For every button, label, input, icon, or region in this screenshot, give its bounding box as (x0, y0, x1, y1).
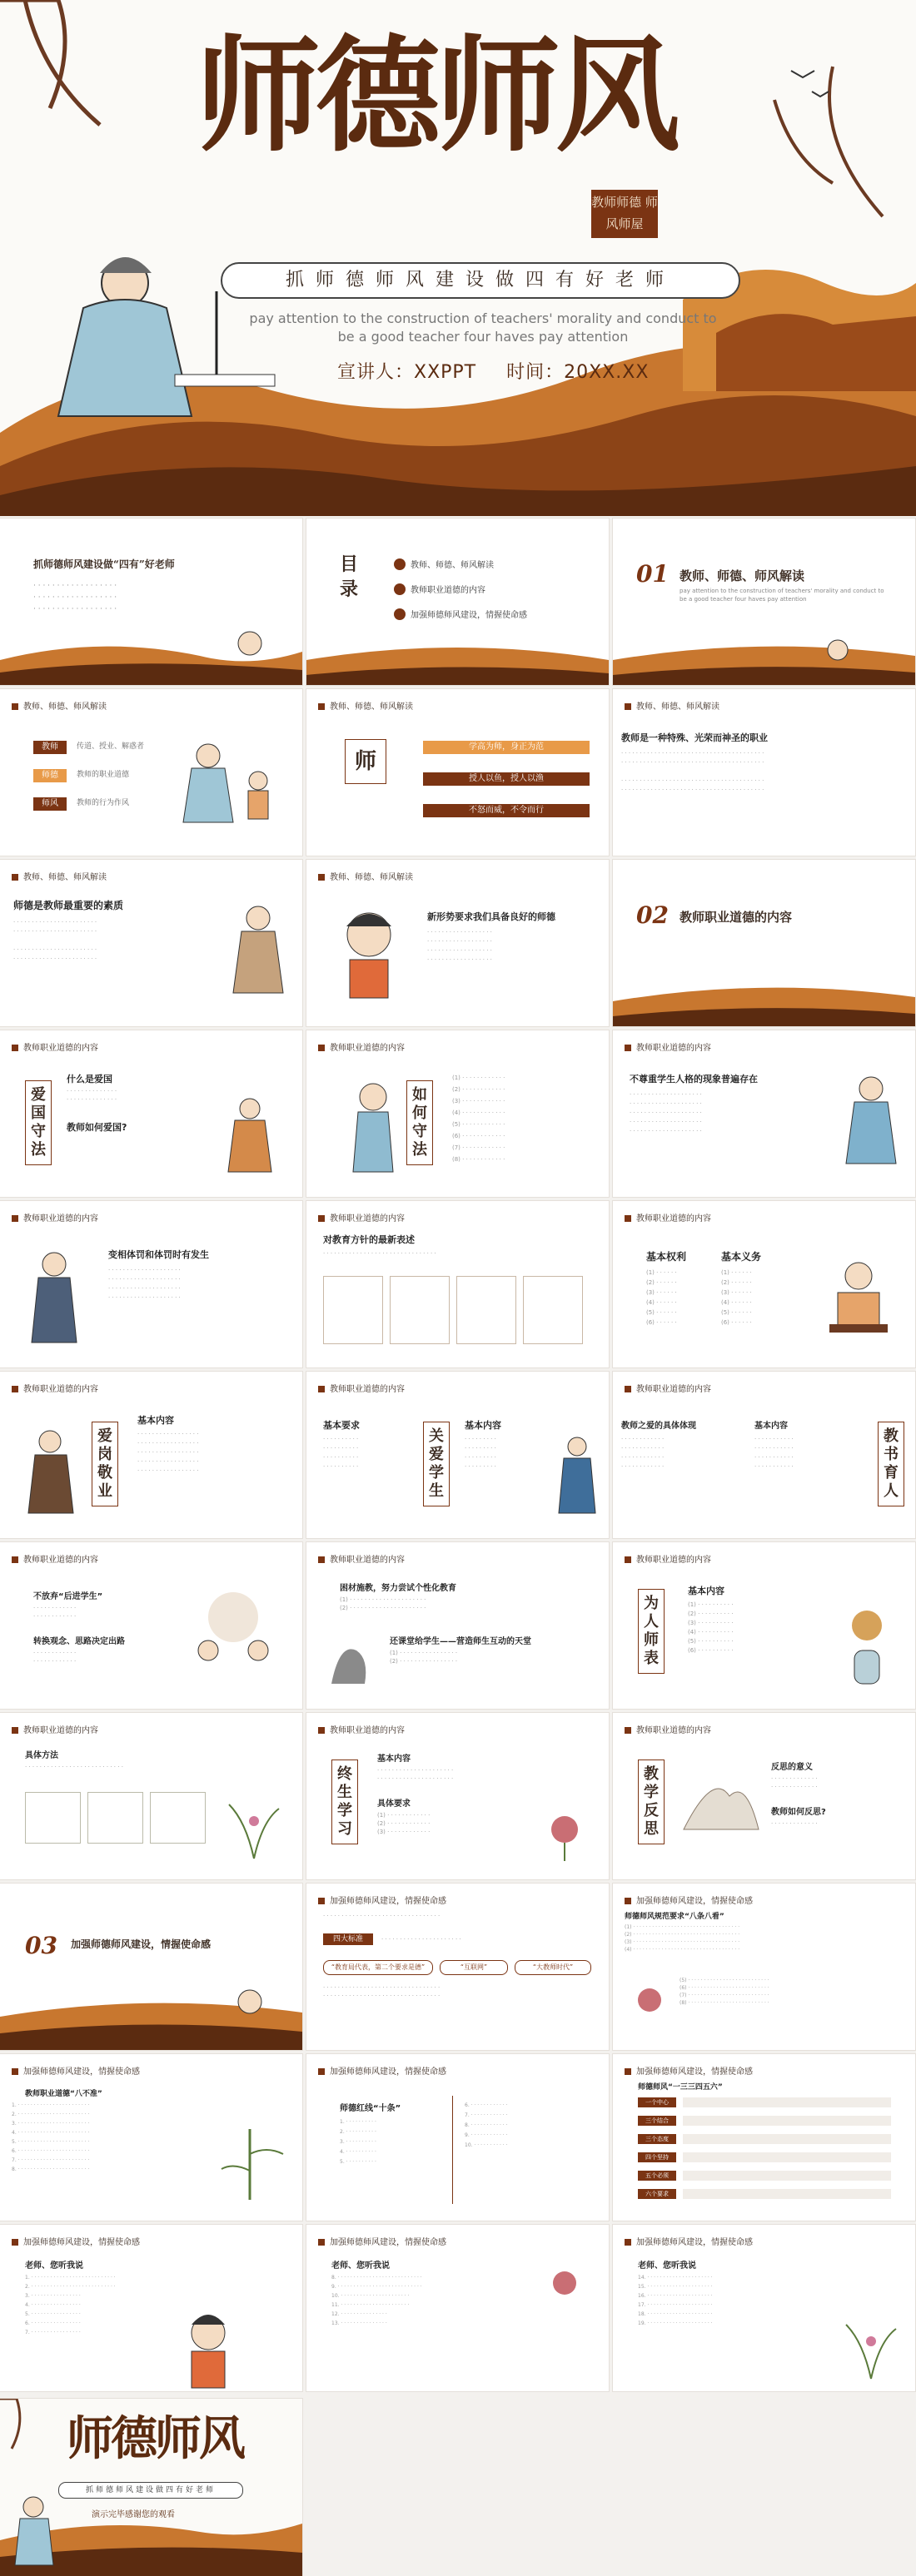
slide-header: 加强师德师风建设，情握使命感 (12, 2064, 140, 2077)
mountain-illustration (680, 1763, 763, 1838)
row-label-6: 六个要求 (638, 2189, 676, 2199)
slide-title: 具体方法 (25, 1751, 58, 1760)
slide-1[interactable] (0, 519, 302, 685)
slide-header: 教师职业道德的内容 (318, 1040, 405, 1053)
slide-header: 教师职业道德的内容 (12, 1382, 98, 1394)
student-illustration (813, 1251, 904, 1343)
slide-11[interactable] (306, 1030, 609, 1197)
row-label-3: 三个态度 (638, 2134, 676, 2144)
scholar-illustration (17, 1422, 92, 1521)
slide-title: 老师、您听我说 (331, 2261, 390, 2271)
slide-text: · · · · · · · · · · · · · · · · · · · · · · · · · · · · · · · · · · · · · · · · · · · · · · · · · · · · · · · · · · · · · · · · · · · · · · · · · · · · · · · · · · · · · · · · · · · · · · · · · · · · · · · · · · · · · · · · · · · · · · · · · · · · · · · · · · · · · · · · · · · · · · · · · · · · · · · · · · · · (621, 750, 764, 793)
slide-header: 教师职业道德的内容 (625, 1040, 711, 1053)
slide-text: (1) · · · · · · · · · · (2) · · · · · · · · · · (3) · · · · · · · · · · (4) · · · · · · · · · · (5) · · · · · · · · · · (6) · · · · · · · · · · (688, 1601, 734, 1654)
card-2 (390, 1276, 450, 1344)
subtitle-2: 具体要求 (377, 1799, 411, 1809)
slide-list: 1. · · · · · · · · · · · · · · · · · · · · · · · 2. · · · · · · · · · · · · · · · · · · · · · · · 3. · · · · · · · · · · · · · · · · · · · · · · · 4. · · · · · · · · · · · · · · · · · · · · · · · 5. · · · · · · · · · · · · · · · · · · · · · · · 6. · · · · · · · · · · · · · · · · · · · · · · · 7. · · · · · · · · · · · · · · · · · · · · · · · 8. · · · · · · · · · · · · · · · · · · · · · · · (12, 2102, 90, 2172)
text-2: (1) · · · · · · · · · · · · · · · · (2) · · · · · · · · · · · · · · · · (390, 1650, 458, 1665)
orchid-illustration (221, 1788, 287, 1863)
teacher-illustration (208, 1089, 291, 1180)
vertical-title: 关爱学生 (423, 1422, 450, 1506)
text-1: · · · · · · · · · · · · · · · · · · · · · · · · · · (771, 1775, 818, 1790)
slide-6[interactable] (613, 689, 915, 856)
teacher-illustration (821, 1064, 913, 1172)
slide-text: · · · · · · · · · · · · · · · · · · · · · · · · · · · · (67, 1088, 117, 1103)
text-1: · · · · · · · · · · · · · · · · · · · · · · · · · · · · · · · · · · · · · · · · · · (377, 1767, 454, 1782)
slide-text-2: (5) · · · · · · · · · · · · · · · · · · · · · · · · · · (6) · · · · · · · · · · · · · · · · · · · · · · · · · · (7) · · · · · · · · · · · · · · · · · · · · · · · · · · (8) · · · · · · · · · · · · · · · · · · · · · · · · · · (680, 1978, 769, 2006)
card-1 (323, 1276, 383, 1344)
slide-5[interactable] (306, 689, 609, 856)
slide-25[interactable] (0, 1884, 302, 2050)
list-left: 1. · · · · · · · · · · 2. · · · · · · · · · · 3. · · · · · · · · · · 4. · · · · · · · · · · 5. · · · · · · · · · · (340, 2119, 376, 2165)
final-thanks: 演示完毕感谢您的观看 (92, 2510, 175, 2519)
card-3 (150, 1792, 206, 1844)
slide-title: 抓师德师风建设做“四有”好老师 (33, 558, 175, 570)
slide-header: 教师职业道德的内容 (12, 1211, 98, 1223)
slide-list: (1) · · · · · · · · · · · · (2) · · · · · · · · · · · · (3) · · · · · · · · · · · · (4) · · · · · · · · · · · · (5) · · · · · · · · · · · · (6) · · · · · · · · · · · · (7) · · · · · · · · · · · · (8) · · · · · · · · · · · · (452, 1075, 505, 1163)
slide-header: 教师职业道德的内容 (625, 1552, 711, 1565)
slide-header: 教师职业道德的内容 (12, 1040, 98, 1053)
slide-22[interactable] (0, 1713, 302, 1879)
final-slide[interactable] (0, 2399, 302, 2576)
toc-title: 目录 (340, 553, 359, 600)
toc-list (394, 553, 527, 628)
slide-list: 8. · · · · · · · · · · · · · · · · · · · · · · · · · · · 9. · · · · · · · · · · · · · · · · · · · · · · · · · · · 10. · · · · · · · · · · · · · · · · · · · · · · 11. · · · · · · · · · · · · · · · · · · · · · · 12. · · · · · · · · · · · · · · · 13. · · · · · · · · · · · · · · · (331, 2275, 422, 2326)
slide-text: · · · · · · · · · · · · · · · · · · · · · · · · · · · · · · · · · · · · · · · · · · · · · · · · · · · · · · · · · · · · · · · · · · · · · · · · · · · · · · · · (108, 1267, 181, 1301)
slide-list: 1. · · · · · · · · · · · · · · · · · · · · · · · · · · · 2. · · · · · · · · · · · · · · · · · · · · · · · · · · · 3. · · · · · · · · · · · · · · · · 4. · · · · · · · · · · · · · · · · 5. · · · · · · · · · · · · · · · · 6. · · · · · · · · · · · · · · · · 7. · · · · · · · · · · · · · · · · (25, 2275, 116, 2335)
slide-27[interactable] (613, 1884, 915, 2050)
slide-title: 教师是一种特殊、光荣而神圣的职业 (621, 732, 768, 743)
standards-text: · · · · · · · · · · · · · · · · · · · · · · (381, 1936, 461, 1943)
flower-illustration (531, 2258, 598, 2308)
slide-4[interactable] (0, 689, 302, 856)
card-3 (456, 1276, 516, 1344)
row-3: 不怒而威，不令而行 (423, 804, 590, 817)
slide-30[interactable] (613, 2054, 915, 2221)
duties-list: (1) · · · · · · (2) · · · · · · (3) · · · · · · (4) · · · · · · (5) · · · · · · (6) · · · · · · (721, 1269, 752, 1326)
bamboo-illustration (217, 2121, 291, 2204)
girl-illustration (340, 1072, 406, 1180)
teacher-illustration (208, 893, 300, 1001)
slide-text: · · · · · · · · · · · · · · · · · · · · · · · · · · · · · · · · · · · · · · · · · · · · · · · · · · · · · · (33, 582, 117, 613)
hero-title: 师德师风 (196, 22, 676, 169)
vertical-title: 教书育人 (878, 1422, 904, 1506)
slide-20[interactable] (306, 1542, 609, 1709)
card-1 (25, 1792, 81, 1844)
title-slide (0, 0, 916, 516)
flower-illustration (531, 1804, 598, 1863)
final-subtitle: 抓师德师风建设做四有好老师 (58, 2482, 243, 2499)
wave-illustration (0, 1983, 302, 2050)
text-2: · · · · · · · · · · · · · (771, 1820, 818, 1827)
slide-header: 加强师德师风建设，情握使命感 (12, 2235, 140, 2247)
slide-header: 加强师德师风建设，情握使命感 (318, 2064, 446, 2077)
slide-text: · · · · · · · · · · · · · · · · · · · · · · · · · · · · · · · · · · · · · · · · · · · · · · · · · · · · · · · · · · · · · · · · · · · · · · · · · · · · · · · · · · · · · · · · · · · · · · · · · · · · (630, 1091, 702, 1134)
slide-header: 加强师德师风建设，情握使命感 (625, 2064, 753, 2077)
row-label-2: 三个结合 (638, 2116, 676, 2126)
slide-list: 14. · · · · · · · · · · · · · · · · · · · · · 15. · · · · · · · · · · · · · · · · · · · · · 16. · · · · · · · · · · · · · · · · · · · · · 17. · · · · · · · · · · · · · · · · · · · · · 18. · · · · · · · · · · · · · · · · · · · · · 19. · · · · · · · · · · · · · · · · · · · · · (638, 2275, 713, 2326)
slide-header: 教师、师德、师风解读 (12, 870, 107, 882)
slide-title: 老师、您听我说 (638, 2261, 696, 2271)
slide-title: 教师职业道德“八不准” (25, 2090, 102, 2098)
pill-1: “教育局代表，第二个要求是德” (323, 1960, 433, 1975)
label-teacher: 教师 (33, 741, 67, 754)
divider (452, 2096, 453, 2204)
slide-header: 教师职业道德的内容 (318, 1382, 405, 1394)
slide-12[interactable] (613, 1030, 915, 1197)
slide-header: 教师、师德、师风解读 (625, 699, 719, 712)
row-label-5: 五个必须 (638, 2171, 676, 2181)
slide-16[interactable] (0, 1372, 302, 1538)
section-number: 01 (636, 560, 669, 588)
flower-vase-illustration (829, 1601, 904, 1692)
teacher-illustration (552, 1430, 602, 1521)
vertical-title: 爱国守法 (25, 1080, 52, 1165)
content-text: · · · · · · · · · · · · · · · · · · · · · · · · · · · · · · · · · · · · (465, 1436, 496, 1470)
row-label-4: 四个坚持 (638, 2152, 676, 2162)
slide-header: 教师职业道德的内容 (318, 1723, 405, 1735)
slide-text: · · · · · · · · · · · · · · · · · · · · · · · · · · · · · · · · · · · · · · · · · · · · · · · · · · · · · · · · · · · · · · · · · · · · · · · · · · · · · · · · · · · · · (137, 1431, 199, 1474)
slide-header: 教师职业道德的内容 (12, 1552, 98, 1565)
slide-text: · · · · · · · · · · · · · · · · · · · · · · · · · · · · · · · · · · · · · · · · · · · · · · · · · · · · · · · · · · · · · · · · · · · · · · · · (427, 929, 492, 963)
hero-subtitle: 抓师德师风建设做四有好老师 (221, 262, 740, 299)
slide-32[interactable] (306, 2225, 609, 2391)
slide-9[interactable] (613, 860, 915, 1026)
slide-10[interactable] (0, 1030, 302, 1197)
subtitle-1: 困材施教，努力尝试个性化教育 (340, 1584, 456, 1593)
slide-text: · · · · · · · · · · · · · · · · · · · · · · · · · · · (25, 1764, 123, 1770)
question-1: 什么是爱国 (67, 1074, 112, 1085)
requirement-text: · · · · · · · · · · · · · · · · · · · · · · · · · · · · · · · · · · · · · · · · (323, 1436, 359, 1470)
subtitle-1: 基本内容 (377, 1755, 411, 1764)
card-4 (523, 1276, 583, 1344)
section-number: 02 (636, 901, 669, 929)
slide-33[interactable] (613, 2225, 915, 2391)
speaker-label: 宣讲人：XXPPT (337, 362, 477, 383)
standards-tag: 四大标准 (323, 1933, 373, 1945)
subtitle-2: 教师如何反思? (771, 1808, 826, 1817)
slide-title: 师德是教师最重要的素质 (13, 900, 124, 911)
slide-title: 新形势要求我们具备良好的师德 (427, 911, 555, 922)
slide-19[interactable] (0, 1542, 302, 1709)
slide-title: 对教育方针的最新表述 (323, 1234, 415, 1245)
slide-28[interactable] (0, 2054, 302, 2221)
section-english: pay attention to the construction of teachers' morality and conduct to be a good teacher four haves pay attention (680, 588, 884, 603)
slide-header: 教师、师德、师风解读 (318, 870, 413, 882)
teacher-student-illustration (175, 731, 291, 831)
slide-header: 加强师德师风建设，情握使命感 (318, 2235, 446, 2247)
slide-23[interactable] (306, 1713, 609, 1879)
row-2: 授人以鱼，授人以渔 (423, 772, 590, 786)
slide-header: 教师职业道德的内容 (625, 1382, 711, 1394)
slide-header: 加强师德师风建设，情握使命感 (625, 2235, 753, 2247)
child-illustration (167, 2308, 250, 2391)
slide-21[interactable] (613, 1542, 915, 1709)
hero-english-text: pay attention to the construction of teachers' morality and conduct to be a good teacher four haves pay attention (249, 310, 717, 345)
slide-26[interactable] (306, 1884, 609, 2050)
slide-text: · · · · · · · · · · · · · · · · · · · · · · · · · · · · · · · · · · · · · · · · · · · · · · · · (621, 1436, 665, 1470)
slide-header: 教师、师德、师风解读 (12, 699, 107, 712)
slide-title: 师德师风规范要求“八条八看” (625, 1913, 724, 1921)
slide-14[interactable] (306, 1201, 609, 1367)
vertical-title: 终生学习 (331, 1760, 358, 1844)
slide-title: 师德红线“十条” (340, 2104, 401, 2113)
char-box: 师 (345, 739, 386, 784)
slide-8[interactable] (306, 860, 609, 1026)
vertical-title: 为人师表 (638, 1589, 665, 1674)
slide-31[interactable] (0, 2225, 302, 2391)
subtitle-2: 转换观念、思路决定出路 (33, 1637, 125, 1646)
slide-13[interactable] (0, 1201, 302, 1367)
flower-illustration (625, 1975, 675, 2033)
pill-3: “大教师时代” (515, 1960, 591, 1975)
slide-title: 基本内容 (688, 1586, 724, 1596)
row-1: 学高为师，身正为范 (423, 741, 590, 754)
slide-text: · · · · · · · · · · · · · · · · · · · · · · · · · · · · · · · (323, 1250, 436, 1257)
rights-title: 基本权利 (646, 1251, 687, 1263)
hero-seal: 教师师德 师风师屋 (591, 190, 658, 238)
slide-7[interactable] (0, 860, 302, 1026)
slide-text: · · · · · · · · · · · · · · · · · · · · · · · · · · · · · · · · · · · · · · · · · · · · · · · · · · · · · · · · · · · · · · · · · · · · · · · · · · · · · · · · · · · · · · · · · · · · (13, 919, 97, 962)
hero-meta (337, 358, 672, 384)
rock-illustration (323, 1634, 373, 1692)
text-2: (1) · · · · · · · · · · · · (2) · · · · · · · · · · · · (3) · · · · · · · · · · · · (377, 1812, 431, 1835)
vertical-title: 教学反思 (638, 1760, 665, 1844)
slide-15[interactable] (613, 1201, 915, 1367)
slide-header: 教师职业道德的内容 (625, 1211, 711, 1223)
slide-header: 教师职业道德的内容 (318, 1211, 405, 1223)
wave-illustration (613, 968, 915, 1026)
card-2 (87, 1792, 143, 1844)
slide-17[interactable] (306, 1372, 609, 1538)
subtitle-2: 还课堂给学生——营造师生互动的天堂 (390, 1637, 531, 1646)
content-text: · · · · · · · · · · · · · · · · · · · · · · · · · · · · · · · · · · · · · · · · · · · · (754, 1436, 794, 1470)
slide-header: 加强师德师风建设，情握使命感 (318, 1894, 446, 1906)
child-illustration (323, 901, 415, 1010)
rights-list: (1) · · · · · · (2) · · · · · · (3) · · · · · · (4) · · · · · · (5) · · · · · · (6) · · · · · · (646, 1269, 677, 1326)
slide-header: 教师职业道德的内容 (318, 1552, 405, 1565)
question-2: 教师如何爱国? (67, 1122, 127, 1133)
slide-header: 教师、师德、师风解读 (318, 699, 413, 712)
slide-text-2: · · · · · · · · · · · · · · · · · · · · · · · · · · · · · · · · · · · · · · · · · · · · · · · · · · · · · · · · · · · · · · · · (323, 1984, 441, 1999)
teacher-illustration (17, 1243, 92, 1351)
final-title: 师德师风 (67, 2411, 243, 2466)
slide-text: (1) · · · · · · · · · · · · · · · · · · · · · · · · · · · · · · · · · · (2) · · · · · · · · · · · · · · · · · · · · · · · · · · · · · · · · · · (3) · · · · · · · · · · · · · · · · · · · · · · · · · · · · · · · · · · (4) · · · · · · · · · · · · · · · · · · · · · · · · · · · · · · · · · · (625, 1924, 740, 1953)
content-title: 基本内容 (754, 1422, 788, 1431)
row-content-bars (683, 2097, 891, 2199)
toc-item-2[interactable]: 教师职业道德的内容 (411, 586, 485, 595)
slide-text: · · · · · · · · · · · · · · · · · · · · · · · · · · · · · · · · (323, 1913, 441, 1919)
section-title: 教师、师德、师风解读 (680, 568, 805, 583)
label-morality: 师德 (33, 769, 67, 782)
requirement-title: 基本要求 (323, 1420, 360, 1431)
label-teacher-text: 传道、授业、解惑者 (77, 742, 145, 751)
slide-header: 教师职业道德的内容 (625, 1723, 711, 1735)
label-style-text: 教师的行为作风 (77, 799, 130, 807)
slide-title: 老师、您听我说 (25, 2261, 83, 2271)
slide-header: 教师职业道德的内容 (12, 1723, 98, 1735)
vertical-title: 爱岗敬业 (92, 1422, 118, 1506)
content-title: 基本内容 (465, 1420, 501, 1431)
subtitle-1: 不放弃“后进学生” (33, 1592, 103, 1601)
slide-header: 加强师德师风建设，情握使命感 (625, 1894, 753, 1906)
toc-item-3[interactable]: 加强师德师风建设，情握使命感 (411, 611, 527, 620)
row-label-1: 一个中心 (638, 2097, 676, 2107)
label-style: 师风 (33, 797, 67, 811)
toc-item-1[interactable]: 教师、师德、师风解读 (411, 561, 494, 570)
wave-illustration (0, 618, 302, 685)
slide-title: 师德师风“一三三四五六” (638, 2083, 723, 2092)
pill-2: “互联网” (440, 1960, 508, 1975)
slide-18[interactable] (613, 1372, 915, 1538)
slide-title: 变相体罚和体罚时有发生 (108, 1249, 209, 1260)
list-right: 6. · · · · · · · · · · · · 7. · · · · · · · · · · · · 8. · · · · · · · · · · · · 9. · · · · · · · · · · · · 10. · · · · · · · · · · · (465, 2102, 508, 2148)
section-title: 教师职业道德的内容 (680, 910, 793, 925)
slide-title: 基本内容 (137, 1415, 174, 1426)
wave-illustration (613, 627, 915, 685)
slide-3[interactable] (613, 519, 915, 685)
slide-29[interactable] (306, 2054, 609, 2221)
section-number: 03 (25, 1932, 57, 1959)
wave-illustration (306, 635, 609, 685)
slide-2[interactable] (306, 519, 609, 685)
subtitle-1: 反思的意义 (771, 1763, 813, 1772)
label-morality-text: 教师的职业道德 (77, 771, 130, 779)
orchid-illustration (838, 2300, 904, 2383)
text-1: · · · · · · · · · · · · · · · · · · · · · · · · (33, 1605, 77, 1620)
slide-title: 不尊重学生人格的现象普遍存在 (630, 1074, 758, 1085)
classroom-illustration (175, 1584, 291, 1692)
vertical-title: 如何守法 (406, 1080, 433, 1165)
slide-24[interactable] (613, 1713, 915, 1879)
duties-title: 基本义务 (721, 1251, 762, 1263)
text-2: · · · · · · · · · · · · · · · · · · · · · · · · (33, 1650, 77, 1665)
time-label: 时间：20XX.XX (506, 362, 650, 383)
slide-title: 教师之爱的具体体现 (621, 1422, 696, 1431)
text-1: (1) · · · · · · · · · · · · · · · · · · · · · (2) · · · · · · · · · · · · · · · · · · · · · (340, 1596, 426, 1611)
section-title: 加强师德师风建设，情握使命感 (71, 1938, 212, 1950)
